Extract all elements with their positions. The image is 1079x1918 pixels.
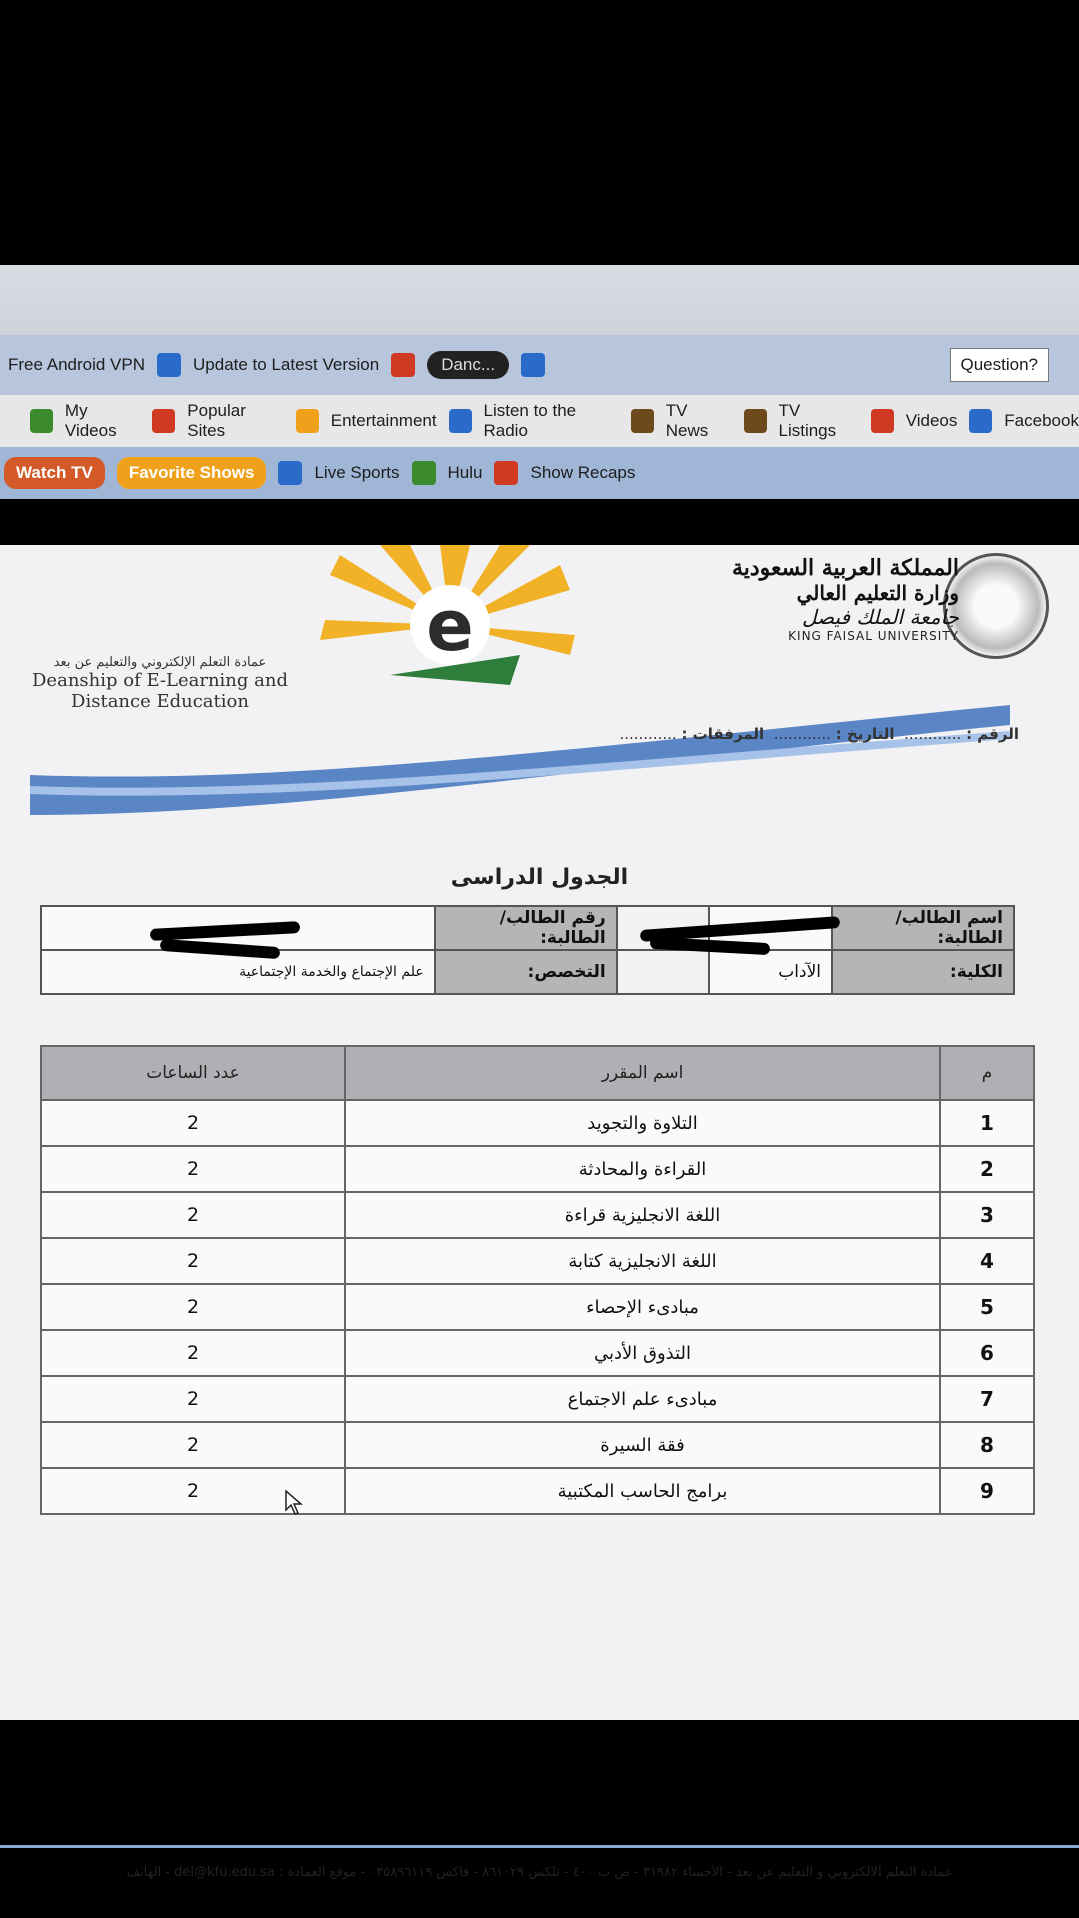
svg-text:e: e	[426, 585, 474, 667]
toolbar-item-radio[interactable]: Listen to the Radio	[483, 401, 577, 440]
tv-news-icon	[631, 409, 654, 433]
footer-divider	[0, 1845, 1079, 1848]
toolbar-item-tv-news[interactable]: TV News	[665, 401, 709, 440]
university-name-ar: جامعة الملك فيصل	[801, 605, 959, 629]
table-row: 9 برامج الحاسب المكتبية 2	[41, 1468, 1034, 1514]
deanship-name-en-2: Distance Education	[71, 691, 249, 712]
live-sports-icon	[278, 461, 302, 485]
date-dots: ............	[773, 725, 831, 743]
table-row: 5 مبادىء الإحصاء 2	[41, 1284, 1034, 1330]
toolbar-item-popular-sites[interactable]: Popular Sites	[187, 401, 246, 440]
monitor-screen	[0, 265, 1079, 1880]
col-hours-header: عدد الساعات	[41, 1046, 345, 1100]
col-name-header: اسم المقرر	[345, 1046, 940, 1100]
question-search[interactable]: Question?	[950, 348, 1050, 382]
toolbar-row-1	[0, 335, 1079, 395]
footer-contact: عمادة التعلم الالكتروني و التعليم عن بعد - الأحساء ٣١٩٨٢ - ص ب ٤٠٠ - تلكس ٨٦١٠٢٩ - فاكس ٠٣٥٨٩٦١١٩ - موقع العمادة : del@kfu.edu.sa - الهاتف	[126, 1865, 953, 1880]
play-icon	[449, 409, 472, 433]
table-row: 6 التذوق الأدبي 2	[41, 1330, 1034, 1376]
col-num-header: م	[940, 1046, 1034, 1100]
toolbar-item-my-videos[interactable]: My Videos	[64, 401, 117, 440]
college-label: الكلية:	[832, 950, 1014, 994]
document-page	[0, 545, 1079, 1880]
toolbar-item-entertainment[interactable]: Entertainment	[330, 411, 437, 430]
ministry-header	[732, 555, 959, 643]
hulu-icon	[412, 461, 436, 485]
toolbar-row-2	[0, 395, 1079, 447]
ref-dots: ............	[904, 725, 962, 743]
ref-label: الرقم :	[966, 725, 1019, 743]
favorite-shows-button[interactable]: Favorite Shows	[117, 457, 267, 489]
mouse-cursor-icon	[285, 1490, 305, 1516]
deanship-name-en-1: Deanship of E-Learning and	[32, 670, 288, 691]
help-icon[interactable]	[521, 353, 545, 377]
major-value: علم الإجتماع والخدمة الإجتماعية	[41, 950, 435, 994]
table-row: 7 مبادىء علم الاجتماع 2	[41, 1376, 1034, 1422]
update-link[interactable]: Update to Latest Version	[193, 355, 380, 374]
university-name-en: KING FAISAL UNIVERSITY	[788, 629, 959, 643]
major-label: التخصص:	[435, 950, 617, 994]
kingdom-title: المملكة العربية السعودية	[731, 555, 959, 581]
date-label: التاريخ :	[835, 725, 895, 743]
table-row: 4 اللغة الانجليزية كتابة 2	[41, 1238, 1034, 1284]
table-row: 8 فقة السيرة 2	[41, 1422, 1034, 1468]
student-id-label: رقم الطالب/الطالبة:	[435, 906, 617, 950]
toolbar-item-hulu[interactable]: Hulu	[447, 463, 483, 482]
toolbar-item-live-sports[interactable]: Live Sports	[314, 463, 400, 482]
facebook-icon	[969, 409, 992, 433]
college-value: الآداب	[709, 950, 832, 994]
star-icon	[296, 409, 319, 433]
tv-listings-icon	[744, 409, 767, 433]
attachments-label: المرفقات :	[681, 725, 765, 743]
vpn-link[interactable]: Free Android VPN	[8, 355, 146, 374]
student-name-label: اسم الطالب/الطالبة:	[832, 906, 1014, 950]
deanship-name-ar: عمادة التعلم الإلكتروني والتعليم عن بعد	[53, 655, 267, 670]
my-videos-icon	[30, 409, 53, 433]
toolbar-item-tv-listings[interactable]: TV Listings	[778, 401, 837, 440]
schedule-title: الجدول الدراسى	[450, 865, 629, 890]
attachments-dots: ............	[619, 725, 677, 743]
elearning-logo-icon	[320, 545, 580, 705]
courses-table	[40, 1045, 1035, 1515]
table-row: 3 اللغة الانجليزية قراءة 2	[41, 1192, 1034, 1238]
deanship-header	[20, 655, 300, 712]
watch-tv-button[interactable]: Watch TV	[4, 457, 105, 489]
ministry-title: وزارة التعليم العالي	[796, 581, 959, 605]
youtube-icon	[871, 409, 894, 433]
table-row: 2 القراءة والمحادثة 2	[41, 1146, 1034, 1192]
toolbar-item-show-recaps[interactable]: Show Recaps	[530, 463, 636, 482]
toolbar-item-videos[interactable]: Videos	[905, 411, 958, 430]
media-player[interactable]: Danc...	[427, 351, 509, 379]
toolbar-item-facebook[interactable]: Facebook	[1004, 411, 1079, 430]
update-icon	[157, 353, 181, 377]
popular-sites-icon	[152, 409, 175, 433]
toolbar-row-3	[0, 447, 1079, 499]
table-row: 1 التلاوة والتجويد 2	[41, 1100, 1034, 1146]
reference-line	[619, 725, 1019, 743]
rss-icon[interactable]	[391, 353, 415, 377]
show-recaps-icon	[494, 461, 518, 485]
